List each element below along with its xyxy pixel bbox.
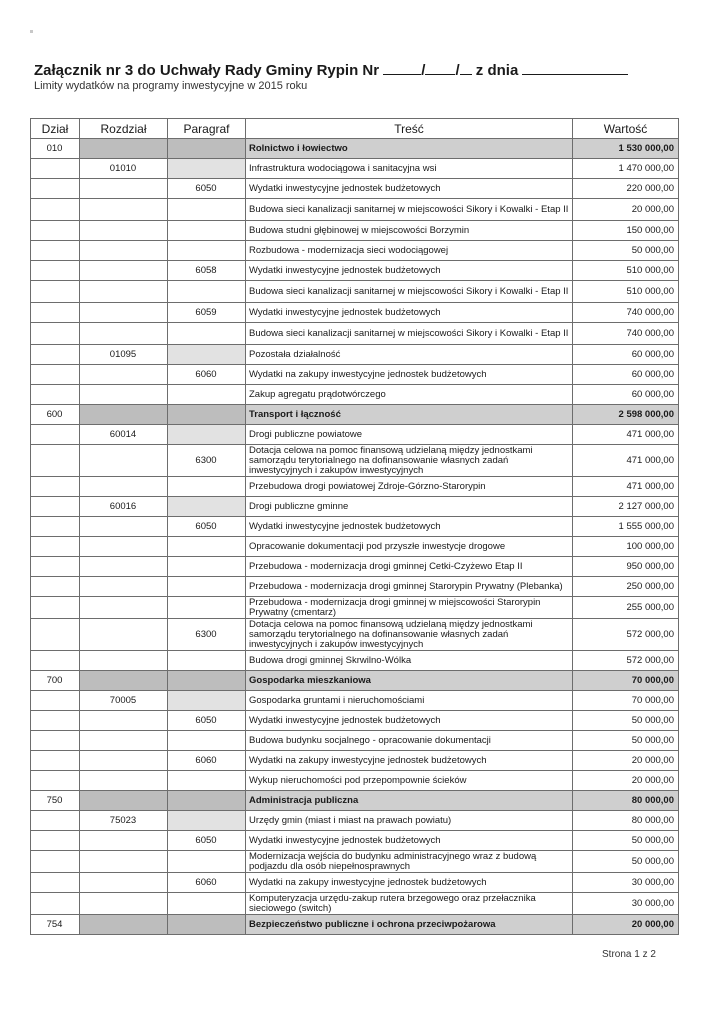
cell-wartosc: 60 000,00 (573, 385, 679, 405)
cell-wartosc: 220 000,00 (573, 179, 679, 199)
table-row-item (31, 537, 679, 557)
blank-number-line (383, 61, 421, 75)
cell-rozdzial (80, 671, 168, 691)
cell-rozdzial (80, 751, 168, 771)
cell-rozdzial (80, 199, 168, 221)
cell-paragraf (168, 893, 246, 915)
cell-wartosc: 60 000,00 (573, 345, 679, 365)
cell-rozdzial (80, 893, 168, 915)
cell-dzial: 010 (31, 139, 80, 159)
cell-tresc: Przebudowa - modernizacja drogi gminnej Starorypin Prywatny (Plebanka) (246, 577, 573, 597)
cell-dzial (31, 771, 80, 791)
cell-dzial (31, 261, 80, 281)
cell-tresc: Modernizacja wejścia do budynku administracyjnego wraz z budową podjazdu dla osób niepełnosprawnych (246, 851, 573, 873)
cell-wartosc: 1 555 000,00 (573, 517, 679, 537)
table-row-par (31, 873, 679, 893)
cell-dzial (31, 831, 80, 851)
cell-rozdzial (80, 477, 168, 497)
cell-wartosc: 471 000,00 (573, 445, 679, 477)
cell-tresc: Rozbudowa - modernizacja sieci wodociągowej (246, 241, 573, 261)
cell-rozdzial (80, 597, 168, 619)
cell-wartosc: 2 127 000,00 (573, 497, 679, 517)
cell-wartosc: 50 000,00 (573, 831, 679, 851)
cell-rozdzial (80, 731, 168, 751)
cell-tresc: Budowa sieci kanalizacji sanitarnej w miejscowości Sikory i Kowalki - Etap II (246, 323, 573, 345)
cell-tresc: Przebudowa drogi powiatowej Zdroje-Górzno-Starorypin (246, 477, 573, 497)
cell-tresc: Dotacja celowa na pomoc finansową udzielaną między jednostkami samorządu terytorialnego na dofinansowanie własnych zadań inwestycyjnych i zakupów inwestycyjnych (246, 619, 573, 651)
cell-tresc: Pozostała działalność (246, 345, 573, 365)
cell-paragraf: 6059 (168, 303, 246, 323)
cell-dzial (31, 303, 80, 323)
cell-rozdzial (80, 711, 168, 731)
cell-wartosc: 1 530 000,00 (573, 139, 679, 159)
budget-table (30, 118, 679, 935)
cell-paragraf: 6050 (168, 831, 246, 851)
title-slash-1: / (421, 62, 426, 79)
cell-tresc: Urzędy gmin (miast i miast na prawach powiatu) (246, 811, 573, 831)
table-row-item (31, 385, 679, 405)
cell-rozdzial (80, 577, 168, 597)
cell-wartosc: 30 000,00 (573, 873, 679, 893)
blank-number-line (460, 61, 472, 75)
cell-paragraf (168, 345, 246, 365)
cell-tresc: Wydatki na zakupy inwestycyjne jednostek budżetowych (246, 751, 573, 771)
cell-tresc: Budowa budynku socjalnego - opracowanie dokumentacji (246, 731, 573, 751)
cell-tresc: Przebudowa - modernizacja drogi gminnej w miejscowości Starorypin Prywatny (cmentarz) (246, 597, 573, 619)
blank-number-line (425, 61, 455, 75)
cell-tresc: Wydatki inwestycyjne jednostek budżetowych (246, 179, 573, 199)
blank-date-line (522, 61, 628, 75)
table-row-par (31, 179, 679, 199)
cell-tresc: Drogi publiczne powiatowe (246, 425, 573, 445)
cell-tresc: Wydatki inwestycyjne jednostek budżetowych (246, 261, 573, 281)
cell-rozdzial (80, 405, 168, 425)
cell-paragraf (168, 425, 246, 445)
cell-rozdzial: 70005 (80, 691, 168, 711)
cell-tresc: Wydatki na zakupy inwestycyjne jednostek budżetowych (246, 365, 573, 385)
cell-paragraf (168, 221, 246, 241)
cell-wartosc: 20 000,00 (573, 199, 679, 221)
title-date-label: z dnia (475, 62, 519, 79)
cell-dzial (31, 323, 80, 345)
cell-dzial (31, 537, 80, 557)
cell-paragraf: 6060 (168, 873, 246, 893)
table-row-dzial (31, 671, 679, 691)
cell-rozdzial (80, 445, 168, 477)
table-row-item (31, 199, 679, 221)
cell-rozdzial (80, 791, 168, 811)
cell-dzial (31, 241, 80, 261)
cell-rozdzial (80, 241, 168, 261)
table-row-par (31, 303, 679, 323)
cell-rozdzial (80, 179, 168, 199)
cell-tresc: Wykup nieruchomości pod przepompownie ścieków (246, 771, 573, 791)
cell-rozdzial (80, 221, 168, 241)
cell-tresc: Wydatki na zakupy inwestycyjne jednostek budżetowych (246, 873, 573, 893)
table-row-item (31, 557, 679, 577)
cell-paragraf (168, 241, 246, 261)
cell-paragraf (168, 497, 246, 517)
cell-tresc: Przebudowa - modernizacja drogi gminnej Cetki-Czyżewo Etap II (246, 557, 573, 577)
table-row-par (31, 445, 679, 477)
table-row-par (31, 261, 679, 281)
cell-paragraf (168, 671, 246, 691)
col-header-wartosc: Wartość (573, 119, 679, 139)
cell-rozdzial (80, 261, 168, 281)
table-row-item (31, 221, 679, 241)
cell-paragraf (168, 385, 246, 405)
cell-wartosc: 60 000,00 (573, 365, 679, 385)
cell-rozdzial: 01095 (80, 345, 168, 365)
table-row-rozdzial (31, 691, 679, 711)
table-row-item (31, 893, 679, 915)
cell-dzial (31, 159, 80, 179)
cell-tresc: Wydatki inwestycyjne jednostek budżetowych (246, 517, 573, 537)
table-header-row (31, 119, 679, 139)
cell-wartosc: 510 000,00 (573, 261, 679, 281)
table-row-dzial (31, 915, 679, 935)
cell-tresc: Infrastruktura wodociągowa i sanitacyjna wsi (246, 159, 573, 179)
cell-paragraf (168, 597, 246, 619)
scan-speck (30, 30, 33, 33)
table-row-par (31, 619, 679, 651)
cell-rozdzial (80, 851, 168, 873)
table-row-item (31, 323, 679, 345)
cell-dzial (31, 385, 80, 405)
cell-dzial (31, 597, 80, 619)
cell-rozdzial (80, 385, 168, 405)
cell-rozdzial (80, 303, 168, 323)
cell-dzial (31, 199, 80, 221)
cell-paragraf (168, 199, 246, 221)
cell-tresc: Budowa drogi gminnej Skrwilno-Wólka (246, 651, 573, 671)
cell-wartosc: 30 000,00 (573, 893, 679, 915)
cell-dzial (31, 691, 80, 711)
cell-paragraf (168, 281, 246, 303)
col-header-dzial: Dział (31, 119, 80, 139)
cell-dzial (31, 477, 80, 497)
cell-wartosc: 572 000,00 (573, 651, 679, 671)
cell-dzial (31, 557, 80, 577)
col-header-tresc: Treść (246, 119, 573, 139)
table-row-item (31, 851, 679, 873)
page-number: Strona 1 z 2 (602, 949, 656, 960)
cell-tresc: Transport i łączność (246, 405, 573, 425)
title-slash-2: / (455, 62, 460, 79)
table-row-item (31, 477, 679, 497)
cell-paragraf (168, 557, 246, 577)
title-prefix: Załącznik nr 3 do Uchwały Rady Gminy Rypin Nr (34, 62, 380, 79)
cell-paragraf (168, 577, 246, 597)
document-title (34, 61, 628, 79)
cell-rozdzial: 75023 (80, 811, 168, 831)
cell-dzial (31, 619, 80, 651)
cell-rozdzial: 01010 (80, 159, 168, 179)
cell-rozdzial (80, 537, 168, 557)
cell-paragraf: 6058 (168, 261, 246, 281)
cell-rozdzial (80, 517, 168, 537)
cell-wartosc: 471 000,00 (573, 477, 679, 497)
col-header-paragraf: Paragraf (168, 119, 246, 139)
cell-dzial (31, 445, 80, 477)
cell-rozdzial (80, 915, 168, 935)
cell-paragraf (168, 405, 246, 425)
table-row-item (31, 241, 679, 261)
cell-dzial: 700 (31, 671, 80, 691)
cell-paragraf (168, 139, 246, 159)
cell-paragraf: 6060 (168, 365, 246, 385)
cell-wartosc: 50 000,00 (573, 241, 679, 261)
table-row-par (31, 751, 679, 771)
cell-dzial (31, 425, 80, 445)
document-subtitle: Limity wydatków na programy inwestycyjne w 2015 roku (34, 80, 308, 92)
cell-dzial (31, 851, 80, 873)
cell-tresc: Bezpieczeństwo publiczne i ochrona przeciwpożarowa (246, 915, 573, 935)
table-row-dzial (31, 791, 679, 811)
cell-wartosc: 471 000,00 (573, 425, 679, 445)
cell-rozdzial (80, 323, 168, 345)
cell-rozdzial (80, 281, 168, 303)
cell-tresc: Drogi publiczne gminne (246, 497, 573, 517)
cell-wartosc: 80 000,00 (573, 811, 679, 831)
cell-paragraf (168, 851, 246, 873)
cell-rozdzial (80, 651, 168, 671)
cell-tresc: Administracja publiczna (246, 791, 573, 811)
cell-rozdzial (80, 873, 168, 893)
cell-rozdzial (80, 365, 168, 385)
cell-paragraf (168, 537, 246, 557)
cell-paragraf (168, 323, 246, 345)
table-row-item (31, 577, 679, 597)
cell-tresc: Wydatki inwestycyjne jednostek budżetowych (246, 711, 573, 731)
cell-paragraf: 6050 (168, 711, 246, 731)
cell-paragraf (168, 651, 246, 671)
cell-wartosc: 20 000,00 (573, 751, 679, 771)
cell-paragraf: 6050 (168, 179, 246, 199)
col-header-rozdzial: Rozdział (80, 119, 168, 139)
cell-wartosc: 70 000,00 (573, 691, 679, 711)
cell-dzial (31, 281, 80, 303)
cell-paragraf: 6300 (168, 619, 246, 651)
table-row-dzial (31, 139, 679, 159)
table-row-rozdzial (31, 425, 679, 445)
table-row-par (31, 831, 679, 851)
cell-wartosc: 740 000,00 (573, 303, 679, 323)
table-row-item (31, 731, 679, 751)
cell-wartosc: 20 000,00 (573, 915, 679, 935)
cell-rozdzial: 60014 (80, 425, 168, 445)
cell-tresc: Budowa sieci kanalizacji sanitarnej w miejscowości Sikory i Kowalki - Etap II (246, 281, 573, 303)
cell-wartosc: 510 000,00 (573, 281, 679, 303)
cell-tresc: Dotacja celowa na pomoc finansową udzielaną między jednostkami samorządu terytorialnego na dofinansowanie własnych zadań inwestycyjnych i zakupów inwestycyjnych (246, 445, 573, 477)
cell-paragraf (168, 915, 246, 935)
cell-wartosc: 572 000,00 (573, 619, 679, 651)
cell-tresc: Wydatki inwestycyjne jednostek budżetowych (246, 303, 573, 323)
table-row-item (31, 651, 679, 671)
cell-paragraf (168, 691, 246, 711)
cell-dzial (31, 873, 80, 893)
cell-wartosc: 255 000,00 (573, 597, 679, 619)
cell-wartosc: 50 000,00 (573, 731, 679, 751)
cell-dzial (31, 577, 80, 597)
cell-dzial (31, 731, 80, 751)
table-row-item (31, 597, 679, 619)
cell-tresc: Opracowanie dokumentacji pod przyszłe inwestycje drogowe (246, 537, 573, 557)
cell-dzial (31, 221, 80, 241)
table-row-par (31, 365, 679, 385)
cell-dzial (31, 711, 80, 731)
cell-dzial (31, 517, 80, 537)
cell-dzial (31, 751, 80, 771)
cell-paragraf: 6050 (168, 517, 246, 537)
cell-dzial (31, 345, 80, 365)
cell-paragraf (168, 771, 246, 791)
table-row-rozdzial (31, 345, 679, 365)
cell-wartosc: 50 000,00 (573, 851, 679, 873)
table-row-rozdzial (31, 497, 679, 517)
cell-dzial (31, 179, 80, 199)
cell-wartosc: 100 000,00 (573, 537, 679, 557)
cell-wartosc: 80 000,00 (573, 791, 679, 811)
cell-rozdzial (80, 139, 168, 159)
cell-wartosc: 70 000,00 (573, 671, 679, 691)
cell-wartosc: 20 000,00 (573, 771, 679, 791)
table-row-item (31, 281, 679, 303)
cell-wartosc: 2 598 000,00 (573, 405, 679, 425)
cell-wartosc: 1 470 000,00 (573, 159, 679, 179)
cell-wartosc: 250 000,00 (573, 577, 679, 597)
cell-paragraf (168, 159, 246, 179)
cell-rozdzial (80, 557, 168, 577)
cell-rozdzial: 60016 (80, 497, 168, 517)
cell-paragraf (168, 731, 246, 751)
cell-tresc: Wydatki inwestycyjne jednostek budżetowych (246, 831, 573, 851)
cell-tresc: Komputeryzacja urzędu-zakup rutera brzegowego oraz przełacznika sieciowego (switch) (246, 893, 573, 915)
cell-paragraf (168, 791, 246, 811)
cell-rozdzial (80, 619, 168, 651)
table-row-rozdzial (31, 159, 679, 179)
cell-paragraf (168, 477, 246, 497)
cell-rozdzial (80, 831, 168, 851)
cell-tresc: Gospodarka gruntami i nieruchomościami (246, 691, 573, 711)
cell-paragraf (168, 811, 246, 831)
cell-paragraf: 6060 (168, 751, 246, 771)
cell-tresc: Rolnictwo i łowiectwo (246, 139, 573, 159)
cell-dzial (31, 497, 80, 517)
cell-dzial: 750 (31, 791, 80, 811)
cell-dzial (31, 811, 80, 831)
cell-wartosc: 740 000,00 (573, 323, 679, 345)
cell-dzial (31, 365, 80, 385)
cell-dzial (31, 651, 80, 671)
cell-wartosc: 150 000,00 (573, 221, 679, 241)
cell-wartosc: 50 000,00 (573, 711, 679, 731)
table-body (31, 139, 679, 935)
cell-tresc: Budowa studni głębinowej w miejscowości Borzymin (246, 221, 573, 241)
cell-tresc: Zakup agregatu prądotwórczego (246, 385, 573, 405)
cell-rozdzial (80, 771, 168, 791)
cell-tresc: Budowa sieci kanalizacji sanitarnej w miejscowości Sikory i Kowalki - Etap II (246, 199, 573, 221)
cell-dzial (31, 893, 80, 915)
cell-wartosc: 950 000,00 (573, 557, 679, 577)
table-row-par (31, 711, 679, 731)
table-row-dzial (31, 405, 679, 425)
cell-dzial: 600 (31, 405, 80, 425)
cell-dzial: 754 (31, 915, 80, 935)
table-row-rozdzial (31, 811, 679, 831)
cell-paragraf: 6300 (168, 445, 246, 477)
table-row-item (31, 771, 679, 791)
cell-tresc: Gospodarka mieszkaniowa (246, 671, 573, 691)
table-row-par (31, 517, 679, 537)
